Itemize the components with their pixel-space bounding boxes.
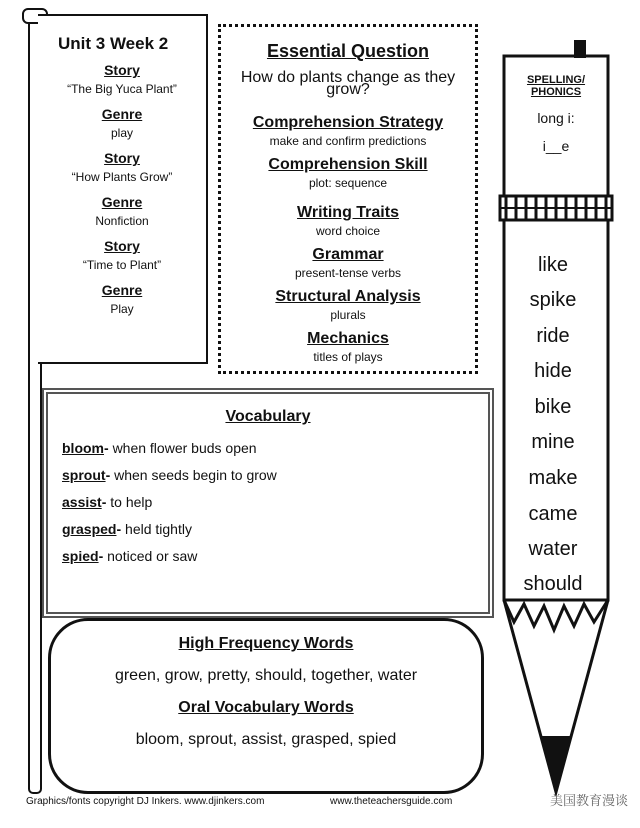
vocab-word: spied [62,548,99,564]
vocab-sep: - [101,494,111,510]
vocab-item-grasped [62,521,192,537]
vocab-word: sprout [62,467,106,483]
watermark-text: 美国教育漫谈 [549,793,628,808]
vocabulary-box [42,388,494,618]
section-heading-mechanics: Mechanics [307,330,389,347]
flag-value-story-2: “How Plants Grow” [71,170,173,184]
section-heading-comprehension-skill: Comprehension Skill [268,156,428,173]
vocab-definition: held tightly [125,521,192,537]
section-value-grammar: present-tense verbs [294,266,402,280]
oral-vocabulary-title: Oral Vocabulary Words [178,699,354,716]
spelling-phonics-label [510,74,602,154]
spelling-word: bike [534,396,572,418]
spelling-word: hide [534,360,572,382]
spelling-word: ride [536,325,570,347]
vocab-sep: - [105,467,115,483]
flag-value-story-3: “Time to Plant” [82,258,162,272]
section-heading-grammar: Grammar [312,246,384,263]
vocab-definition: when seeds begin to grow [114,467,277,483]
flag-heading-story-3: Story [104,238,140,254]
section-value-mechanics: titles of plays [313,350,383,364]
section-value-comprehension-skill: plot: sequence [308,176,388,190]
vocabulary-title: Vocabulary [225,408,311,425]
vocab-definition: when flower buds open [112,440,257,456]
flag-heading-genre-3: Genre [101,282,143,298]
vocab-sep: - [104,440,113,456]
unit-week-title: Unit 3 Week 2 [58,34,169,53]
essential-question-text: How do plants change as they grow? [240,69,456,98]
flag-value-genre-3: Play [110,302,134,316]
spelling-word: came [528,503,578,525]
footer-copyright: Graphics/fonts copyright DJ Inkers. www.djinkers.com [26,796,265,807]
section-heading-structural-analysis: Structural Analysis [275,288,421,305]
vocab-item-sprout [62,467,277,483]
vocab-definition: to help [110,494,153,510]
flag-heading-genre-2: Genre [101,194,143,210]
high-frequency-title: High Frequency Words [178,635,354,652]
spelling-word: should [523,573,583,595]
flag-heading-story-2: Story [104,150,140,166]
spelling-word: mine [531,431,575,453]
high-frequency-words: green, grow, pretty, should, together, water [114,667,418,684]
section-value-writing-traits: word choice [315,224,381,238]
flag-heading-genre-1: Genre [101,106,143,122]
essential-question-box [218,24,478,374]
spelling-word: spike [529,289,577,311]
flag-heading-story-1: Story [104,62,140,78]
flag-value-genre-2: Nonfiction [95,214,149,228]
flag-value-story-1: “The Big Yuca Plant” [67,82,177,96]
vocab-word: assist [62,494,102,510]
oral-vocabulary-words: bloom, sprout, assist, grasped, spied [135,731,397,748]
section-value-comprehension-strategy: make and confirm predictions [269,134,427,148]
vocab-item-spied [62,548,197,564]
vocab-word: bloom [62,440,104,456]
vocab-item-assist [62,494,152,510]
phonics-title: PHONICS [530,86,582,98]
vocab-definition: noticed or saw [107,548,198,564]
section-heading-writing-traits: Writing Traits [297,204,399,221]
vocab-sep: - [116,521,126,537]
high-frequency-box [48,618,484,794]
spelling-word: like [537,254,568,276]
pencil-eraser-nub [574,40,586,58]
pencil-graphite [540,736,572,792]
vocab-sep: - [98,548,108,564]
spelling-word: water [528,538,578,560]
spelling-pattern: long i: [537,110,575,126]
flag-value-genre-1: play [110,126,133,140]
essential-question-title: Essential Question [266,41,430,61]
pencil-wood-edge [504,600,608,630]
spelling-word: make [528,467,578,489]
vocab-word: grasped [62,521,117,537]
section-value-structural-analysis: plurals [330,308,366,322]
story-flag [38,14,208,364]
section-heading-comprehension-strategy: Comprehension Strategy [252,114,444,131]
spelling-title: SPELLING/ [526,74,586,86]
footer-website: www.theteachersguide.com [330,796,453,807]
spelling-example: i__e [542,138,570,154]
vocab-item-bloom [62,440,257,456]
